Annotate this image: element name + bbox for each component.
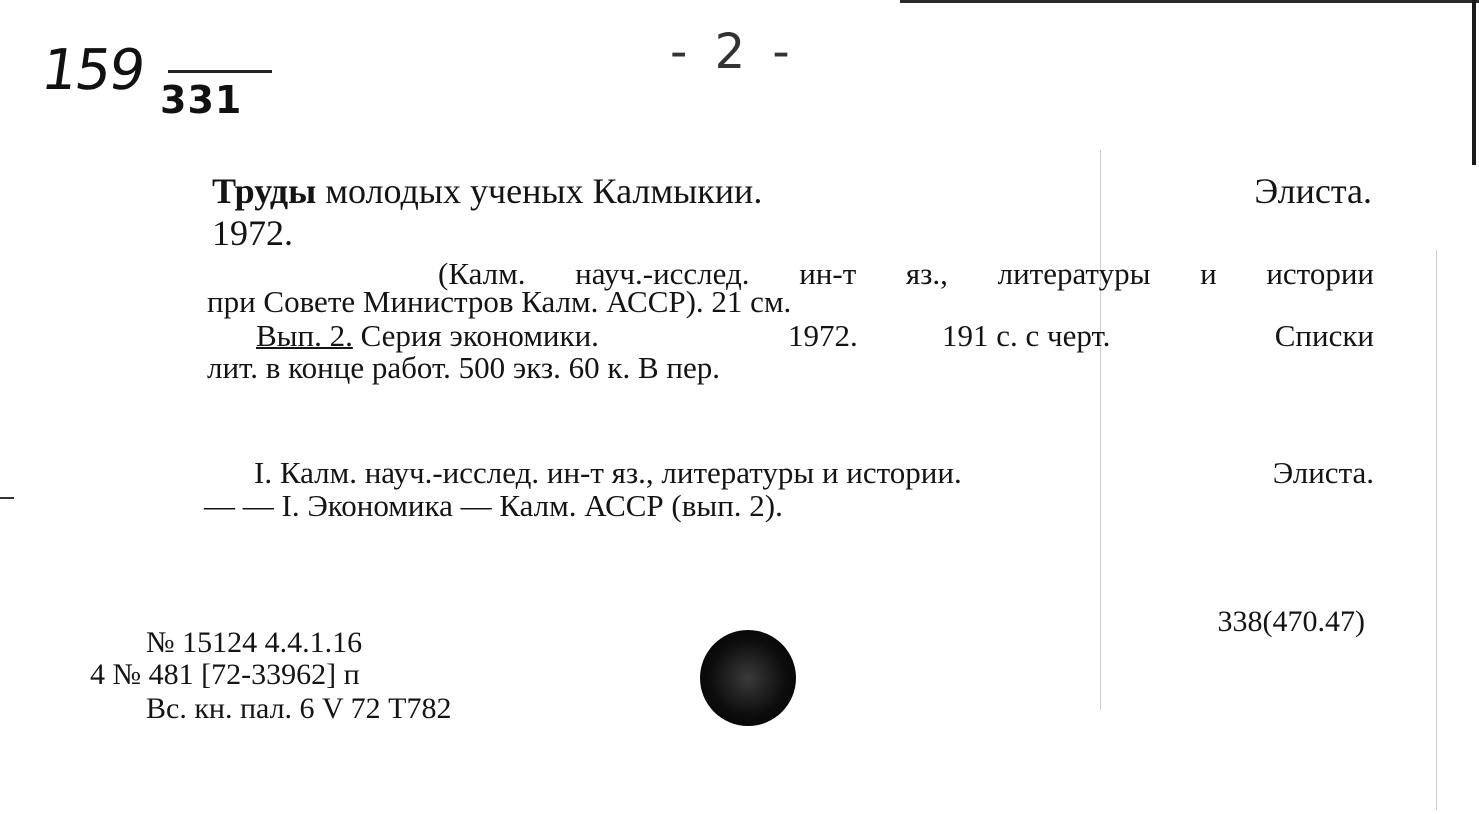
- record-number-line-2: 4 № 481 [72-33962] п: [90, 658, 360, 691]
- call-number-sub: 331: [160, 78, 243, 122]
- title-line: [212, 170, 1372, 212]
- description-line-4: лит. в конце работ. 500 экз. 60 к. В пер.: [207, 350, 720, 385]
- bibliography-note-start: Списки: [1274, 318, 1374, 353]
- heading-line-2: — — I. Экономика — Калм. АССР (вып. 2).: [204, 488, 783, 523]
- description-line-2: при Совете Министров Калм. АССР). 21 см.: [207, 284, 792, 319]
- scan-artifact-line: [1100, 150, 1101, 710]
- card-punch-hole: [700, 630, 796, 726]
- page-mark: - 2 -: [670, 24, 796, 80]
- description-line-3: [256, 318, 1374, 354]
- publication-city: Элиста.: [1254, 171, 1372, 211]
- publication-year: 1972.: [212, 213, 293, 253]
- title-rest: молодых ученых Калмыкии.: [325, 171, 763, 211]
- record-number-line-3: Вс. кн. пал. 6 V 72 Т782: [146, 692, 452, 725]
- page-count: 191 с. с черт.: [942, 318, 1111, 353]
- udc-classification: 338(470.47): [1217, 605, 1365, 638]
- heading-line-1: [254, 455, 1374, 491]
- issue-year: 1972.: [788, 318, 858, 353]
- record-number-line-1: № 15124 4.4.1.16: [146, 626, 363, 659]
- margin-mark: [0, 497, 14, 499]
- card-right-edge: [1472, 0, 1476, 165]
- card-top-edge: [900, 0, 1479, 3]
- description-line-1: (Калм. науч.-исслед. ин-т яз., литературы и истории: [438, 256, 1374, 291]
- scan-artifact-line: [1436, 250, 1437, 810]
- title-first-word: Труды: [212, 171, 317, 211]
- call-number-main: 159: [37, 38, 148, 103]
- series-name: Серия экономики.: [360, 318, 599, 353]
- issue-number: Вып. 2.: [256, 318, 353, 353]
- call-number-fraction-bar: [168, 70, 272, 73]
- heading-city: Элиста.: [1272, 455, 1374, 490]
- heading-corporate-author: I. Калм. науч.-исслед. ин-т яз., литературы и истории.: [254, 455, 962, 490]
